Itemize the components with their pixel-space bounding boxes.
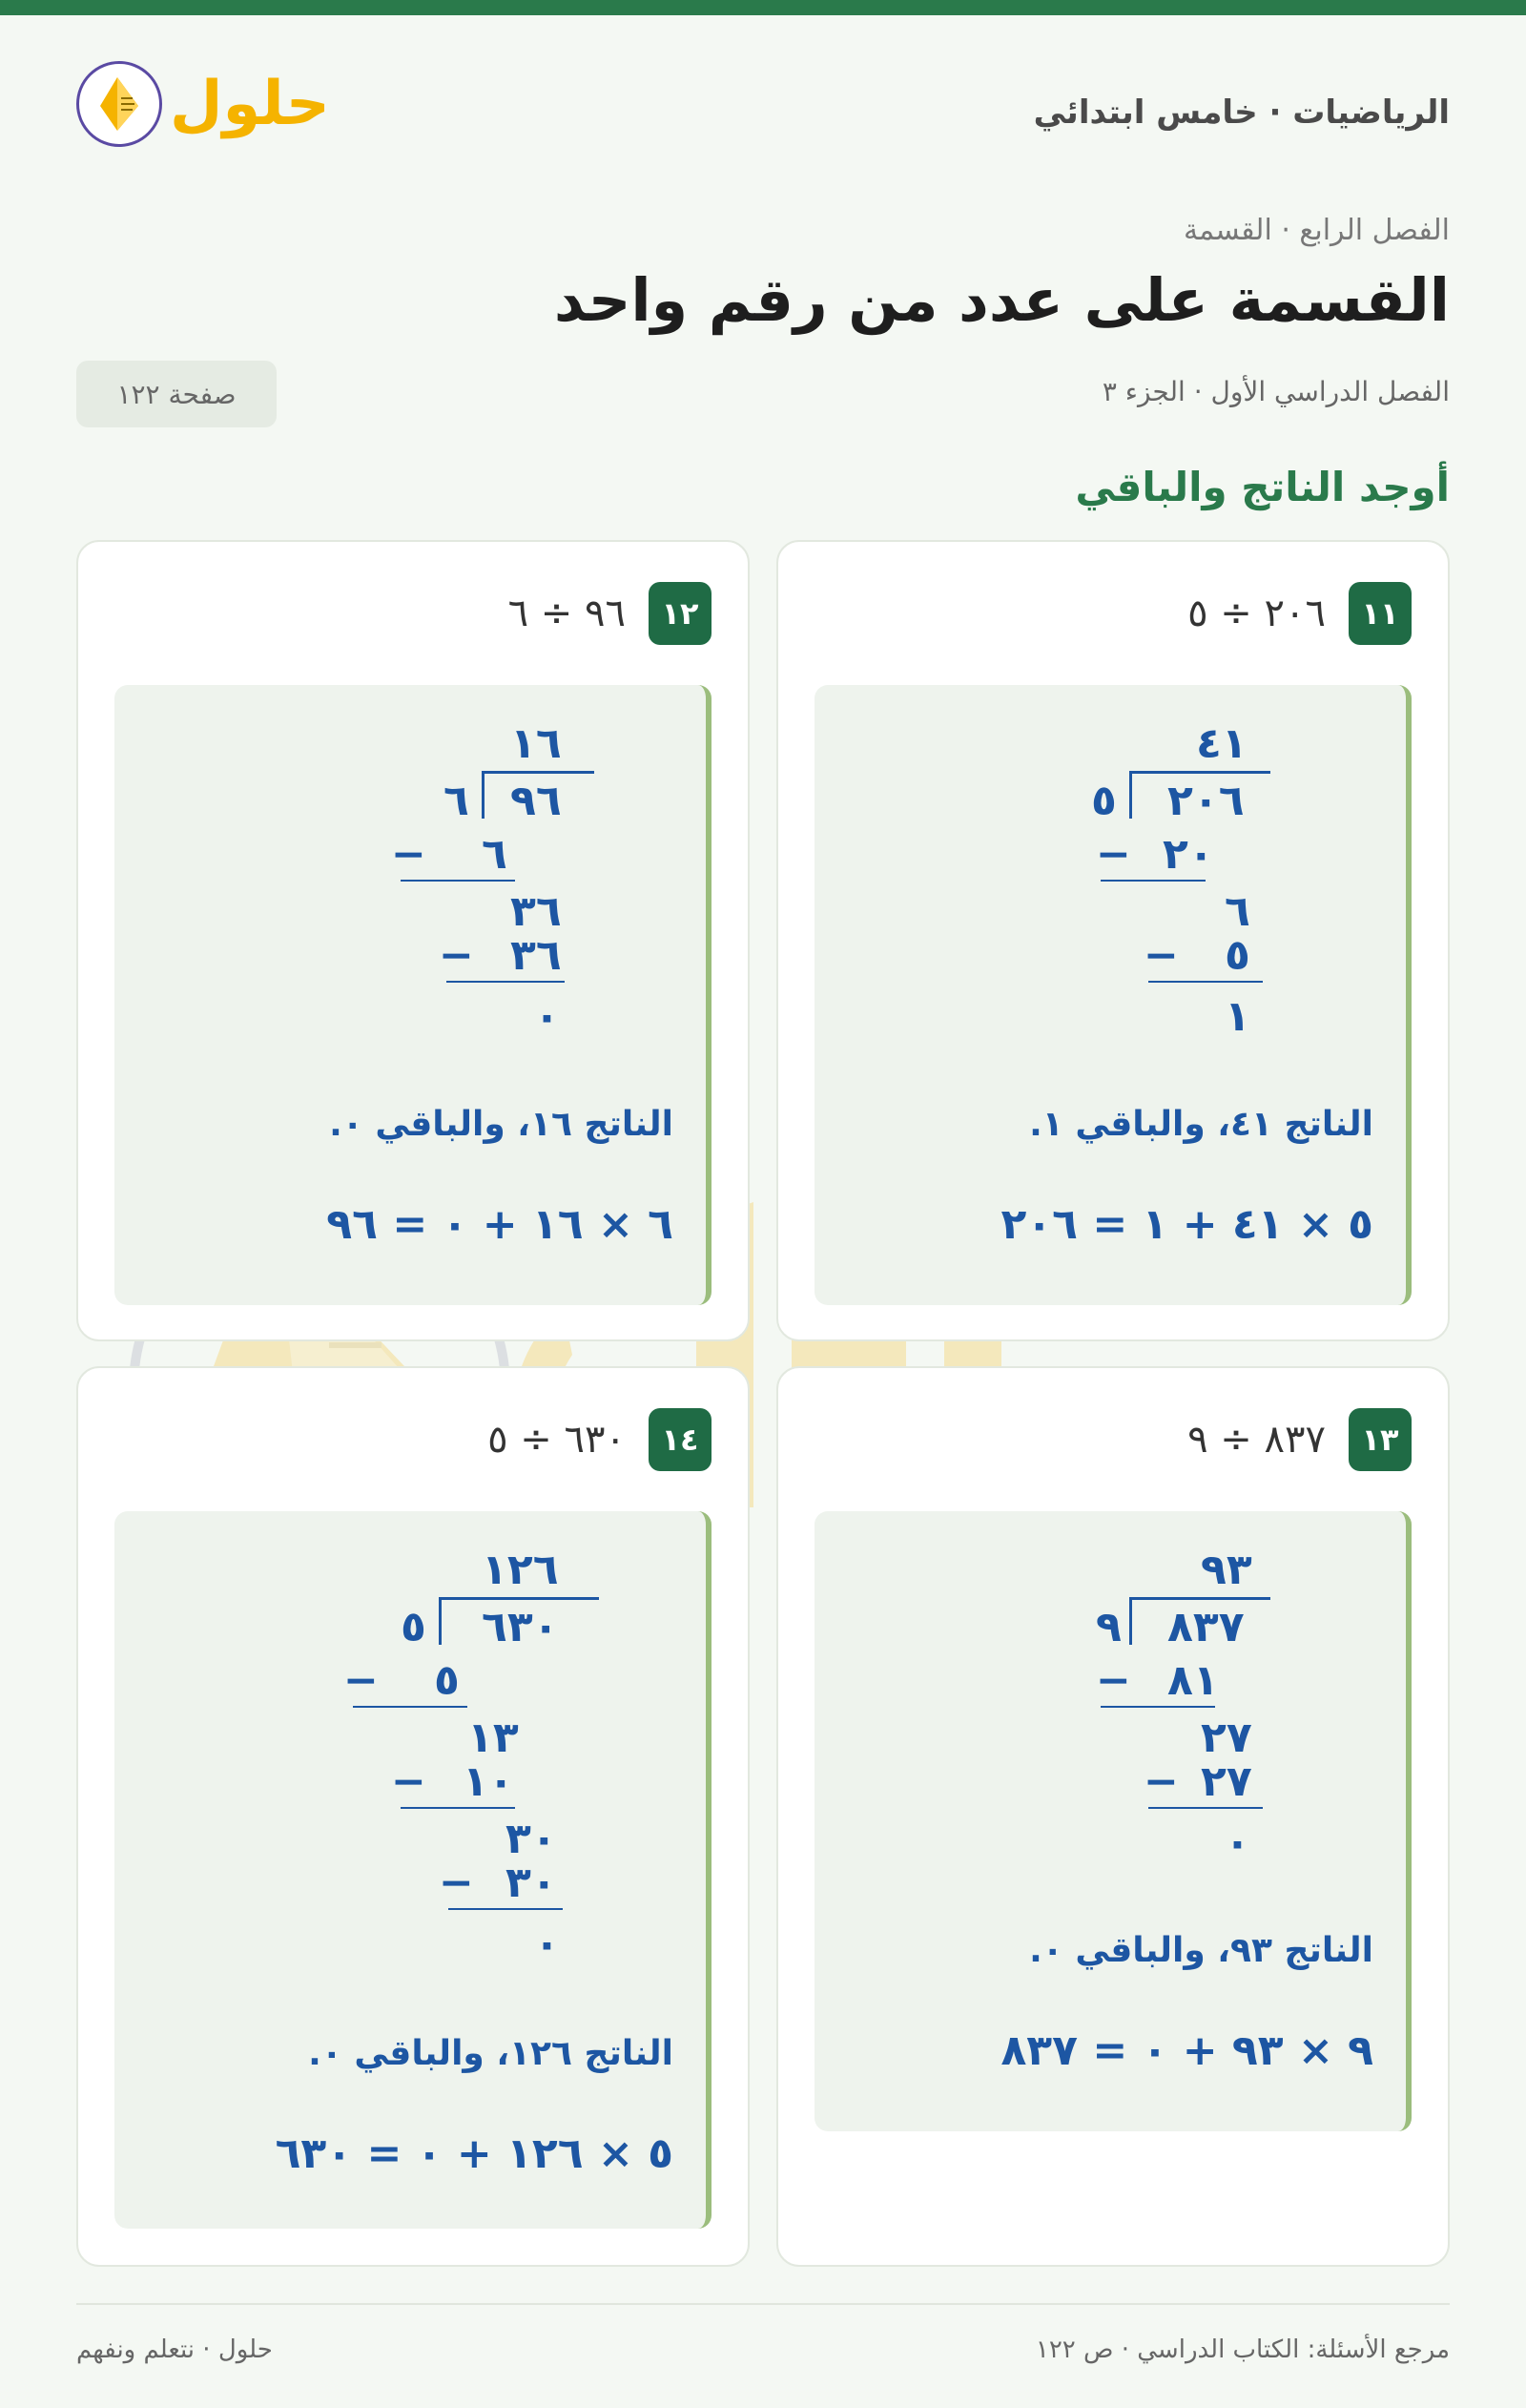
bring-down-value: ٢٧ xyxy=(1201,1713,1252,1762)
answer-text: الناتج ١٦، والباقي ٠. xyxy=(329,1105,673,1144)
check-equation: ٩ × ٩٣ + ٠ = ٨٣٧ xyxy=(1000,2026,1373,2075)
page-number-badge: صفحة ١٢٢ xyxy=(76,361,277,427)
section-title: أوجد الناتج والباقي xyxy=(1075,464,1450,510)
quotient: ٩٣ xyxy=(1201,1546,1252,1594)
division-bar-top xyxy=(1129,771,1270,774)
problem-expression: ٩٦ ÷ ٦ xyxy=(507,592,626,635)
question-number-badge: ١٢ xyxy=(649,582,711,645)
question-number-badge: ١٣ xyxy=(1349,1408,1412,1471)
answer-text: الناتج ١٢٦، والباقي ٠. xyxy=(308,2034,673,2073)
answer-text: الناتج ٤١، والباقي ١. xyxy=(1029,1105,1373,1144)
page-title: القسمة على عدد من رقم واحد xyxy=(553,265,1450,335)
division-bar-top xyxy=(482,771,594,774)
bring-down-value: ٣٦ xyxy=(510,887,562,936)
subtraction-line xyxy=(1148,1807,1263,1809)
divisor: ٩ xyxy=(1096,1603,1122,1651)
footer-brand: حلول · نتعلم ونفهم xyxy=(76,2335,273,2364)
page-header xyxy=(76,61,1450,185)
subtraction-line xyxy=(1101,880,1206,882)
remainder-value: ٠ xyxy=(534,1920,560,1968)
dividend: ٢٠٦ xyxy=(1167,777,1245,825)
division-bar-side xyxy=(439,1597,442,1645)
check-equation: ٥ × ٤١ + ١ = ٢٠٦ xyxy=(1000,1200,1373,1249)
dividend: ٩٦ xyxy=(510,777,562,825)
problem-header xyxy=(508,582,711,645)
problem-expression: ٢٠٦ ÷ ٥ xyxy=(1187,592,1326,635)
subtract-value: ١٠ xyxy=(463,1757,514,1806)
minus-sign: − xyxy=(439,1858,474,1907)
problem-header xyxy=(1187,582,1412,645)
dividend: ٨٣٧ xyxy=(1167,1603,1245,1651)
division-bar-side xyxy=(1129,771,1132,819)
question-number-badge: ١١ xyxy=(1349,582,1412,645)
division-bar-side xyxy=(1129,1597,1132,1645)
quotient: ٤١ xyxy=(1196,719,1248,768)
subtraction-line xyxy=(353,1706,467,1708)
minus-sign: − xyxy=(1096,830,1131,879)
subtract-value: ٣٦ xyxy=(510,931,562,980)
problem-card-11 xyxy=(776,540,1450,1341)
subtraction-line xyxy=(446,981,565,983)
division-bar-top xyxy=(1129,1597,1270,1600)
problem-card-14 xyxy=(76,1366,750,2267)
solution-box xyxy=(114,1511,711,2229)
subtraction-line xyxy=(401,880,515,882)
bring-down-value: ٦ xyxy=(1225,887,1250,936)
minus-sign: − xyxy=(343,1656,379,1705)
minus-sign: − xyxy=(1144,1757,1179,1806)
solution-box xyxy=(815,685,1412,1305)
minus-sign: − xyxy=(439,931,474,980)
divisor: ٦ xyxy=(443,777,469,825)
subtract-value: ٦ xyxy=(482,830,507,879)
footer-reference: مرجع الأسئلة: الكتاب الدراسي · ص ١٢٢ xyxy=(1035,2335,1450,2364)
check-equation: ٦ × ١٦ + ٠ = ٩٦ xyxy=(326,1200,673,1249)
division-bar-side xyxy=(482,771,485,819)
logo-text: حلول xyxy=(170,69,330,139)
logo-book-icon xyxy=(76,61,162,147)
divisor: ٥ xyxy=(1091,777,1117,825)
subtract-value: ٥ xyxy=(1225,931,1250,980)
problem-expression: ٨٣٧ ÷ ٩ xyxy=(1187,1418,1326,1462)
remainder-value: ٠ xyxy=(534,992,560,1041)
minus-sign: − xyxy=(1144,931,1179,980)
dividend: ٦٣٠ xyxy=(482,1603,559,1651)
problem-header xyxy=(1187,1408,1412,1471)
quotient: ١٦ xyxy=(510,719,562,768)
subject-label: الرياضيات · خامس ابتدائي xyxy=(1033,93,1450,132)
subtraction-line xyxy=(401,1807,515,1809)
division-bar-top xyxy=(439,1597,599,1600)
top-accent-bar xyxy=(0,0,1526,15)
problem-header xyxy=(487,1408,711,1471)
long-division xyxy=(114,1511,706,2229)
subtract-value: ٨١ xyxy=(1167,1656,1219,1705)
subtract-value: ٢٠ xyxy=(1163,830,1214,879)
bring-down-value: ١٣ xyxy=(467,1713,519,1762)
subtraction-line xyxy=(1148,981,1263,983)
brand-logo[interactable] xyxy=(76,61,330,147)
divisor: ٥ xyxy=(401,1603,426,1651)
remainder-value: ١ xyxy=(1225,992,1250,1041)
problem-card-12 xyxy=(76,540,750,1341)
subtraction-line xyxy=(1101,1706,1215,1708)
minus-sign: − xyxy=(391,830,426,879)
problem-card-13 xyxy=(776,1366,1450,2267)
problem-expression: ٦٣٠ ÷ ٥ xyxy=(487,1418,626,1462)
subtraction-line xyxy=(448,1908,563,1910)
answer-text: الناتج ٩٣، والباقي ٠. xyxy=(1029,1931,1373,1970)
subtract-value: ٥ xyxy=(434,1656,460,1705)
solution-box xyxy=(114,685,711,1305)
quotient: ١٢٦ xyxy=(482,1546,559,1594)
solution-box xyxy=(815,1511,1412,2131)
remainder-value: ٠ xyxy=(1225,1818,1250,1867)
check-equation: ٥ × ١٢٦ + ٠ = ٦٣٠ xyxy=(275,2129,673,2178)
minus-sign: − xyxy=(391,1757,426,1806)
subtract-value: ٣٠ xyxy=(505,1858,557,1907)
footer-divider xyxy=(76,2303,1450,2305)
bring-down-value: ٣٠ xyxy=(505,1815,557,1863)
subtract-value: ٢٧ xyxy=(1201,1757,1252,1806)
breadcrumb: الفصل الرابع · القسمة xyxy=(1183,214,1450,247)
minus-sign: − xyxy=(1096,1656,1131,1705)
term-label: الفصل الدراسي الأول · الجزء ٣ xyxy=(1102,376,1450,407)
question-number-badge: ١٤ xyxy=(649,1408,711,1471)
